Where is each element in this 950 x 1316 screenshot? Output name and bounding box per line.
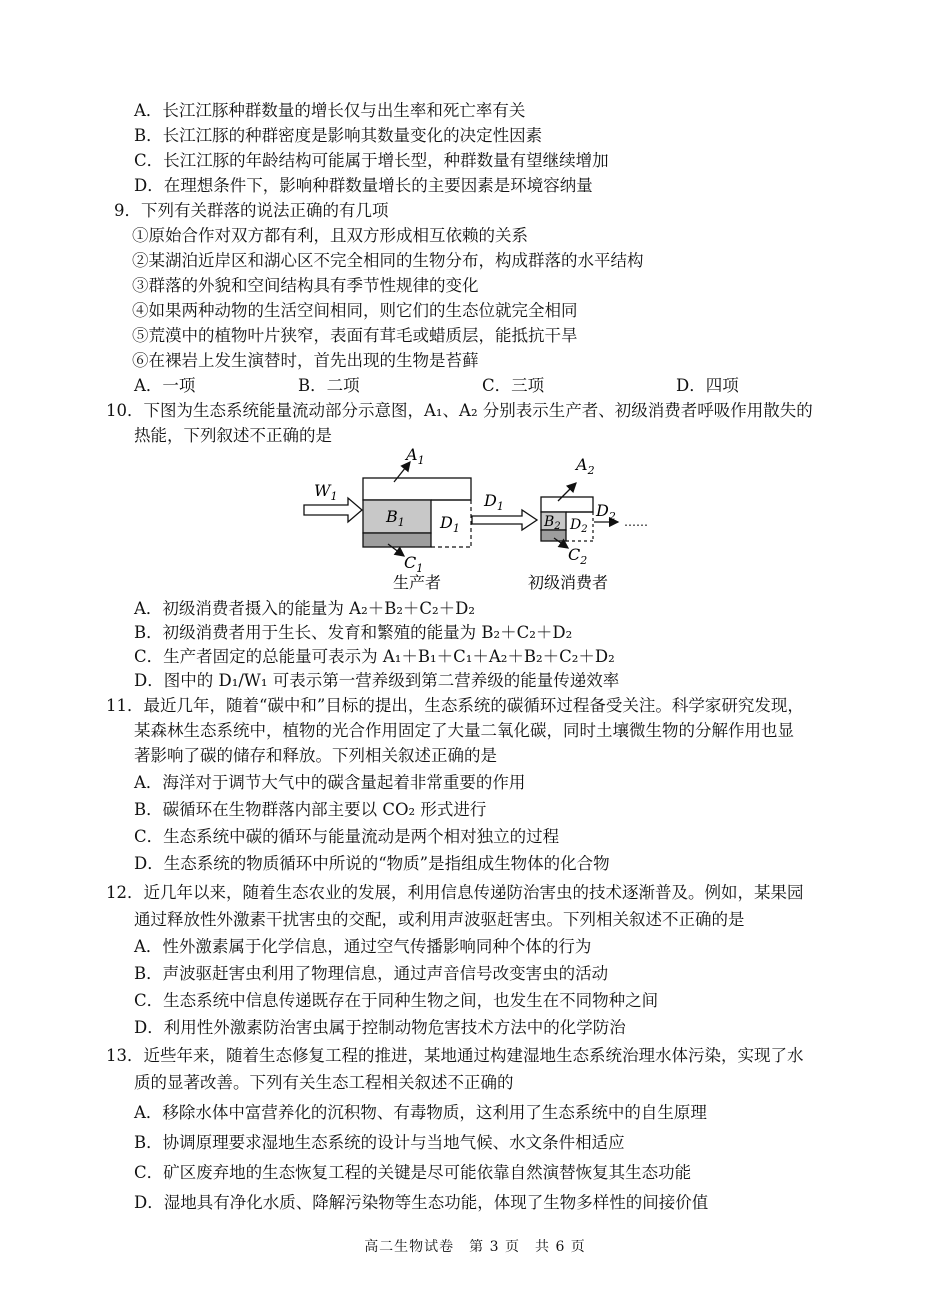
q13-stem-line1: 13．近些年来，随着生态修复工程的推进，某地通过构建湿地生态系统治理水体污染，实现了水 — [106, 1046, 804, 1065]
q8-option-a: A．长江江豚种群数量的增长仅与出生率和死亡率有关 — [134, 101, 526, 120]
d2-arrow-label: $D_2$ — [596, 501, 616, 523]
b2-label: $B_2$ — [544, 514, 561, 532]
q11-stem-line2: 某森林生态系统中，植物的光合作用固定了大量二氧化碳，同时土壤微生物的分解作用也显 — [134, 721, 794, 740]
q12-option-a: A．性外激素属于化学信息，通过空气传播影响同种个体的行为 — [134, 937, 592, 956]
q9-stem: 9．下列有关群落的说法正确的有几项 — [114, 201, 389, 220]
q9-statement: ⑥在裸岩上发生演替时，首先出现的生物是苔藓 — [132, 351, 479, 370]
energy-flow-diagram — [296, 440, 676, 600]
consumer-caption: 初级消费者 — [528, 573, 609, 592]
q12-stem-line1: 12．近几年以来，随着生态农业的发展，利用信息传递防治害虫的技术逐渐普及。例如，某果园 — [106, 883, 804, 902]
d1-arrow-label: $D_1$ — [484, 491, 504, 513]
producer-box — [363, 478, 471, 547]
q11-option-a: A．海洋对于调节大气中的碳含量起着非常重要的作用 — [134, 773, 526, 792]
q11-option-b: B．碳循环在生物群落内部主要以 CO₂ 形式进行 — [134, 800, 487, 819]
q12-option-d: D．利用性外激素防治害虫属于控制动物危害技术方法中的化学防治 — [134, 1018, 626, 1037]
q9-statement: ④如果两种动物的生活空间相同，则它们的生态位就完全相同 — [132, 301, 578, 320]
d1-inner-label: $D_1$ — [440, 513, 460, 535]
continuation-dots: …… — [624, 515, 648, 529]
q9-statement: ①原始合作对双方都有利，且双方形成相互依赖的关系 — [132, 226, 528, 245]
q13-option-a: A．移除水体中富营养化的沉积物、有毒物质，这利用了生态系统中的自生原理 — [134, 1103, 707, 1122]
a1-label: $A_1$ — [406, 445, 425, 467]
w1-label: $W_1$ — [314, 481, 338, 503]
q10-option-a: A．初级消费者摄入的能量为 A₂＋B₂＋C₂＋D₂ — [134, 599, 476, 618]
page-footer: 高二生物试卷 第 3 页 共 6 页 — [364, 1239, 586, 1255]
q9-statement: ⑤荒漠中的植物叶片狭窄，表面有茸毛或蜡质层，能抵抗干旱 — [132, 326, 578, 345]
c1-label: $C_1$ — [404, 553, 424, 575]
q8-option-c: C．长江江豚的年龄结构可能属于增长型，种群数量有望继续增加 — [134, 151, 609, 170]
q9-statement: ②某湖泊近岸区和湖心区不完全相同的生物分布，构成群落的水平结构 — [132, 251, 644, 270]
q10-stem-line2: 热能，下列叙述不正确的是 — [134, 426, 332, 445]
q11-stem-line3: 著影响了碳的储存和释放。下列相关叙述正确的是 — [134, 746, 497, 765]
q10-option-b: B．初级消费者用于生长、发育和繁殖的能量为 B₂＋C₂＋D₂ — [134, 623, 573, 642]
q8-option-d: D．在理想条件下，影响种群数量增长的主要因素是环境容纳量 — [134, 176, 593, 195]
q12-stem-line2: 通过释放性外激素干扰害虫的交配，或利用声波驱赶害虫。下列相关叙述不正确的是 — [134, 910, 745, 929]
q9-choice-a: A．一项 — [134, 376, 196, 395]
q11-stem-line1: 11．最近几年，随着“碳中和”目标的提出，生态系统的碳循环过程备受关注。科学家研究发现， — [106, 696, 804, 715]
q10-stem-line1: 10．下图为生态系统能量流动部分示意图，A₁、A₂ 分别表示生产者、初级消费者呼吸作用散失的 — [106, 401, 813, 420]
q11-option-c: C．生态系统中碳的循环与能量流动是两个相对独立的过程 — [134, 827, 560, 846]
q13-stem-line2: 质的显著改善。下列有关生态工程相关叙述不正确的 — [134, 1073, 514, 1092]
q9-choice-d: D．四项 — [676, 376, 739, 395]
q10-option-d: D．图中的 D₁/W₁ 可表示第一营养级到第二营养级的能量传递效率 — [134, 671, 620, 690]
c2-label: $C_2$ — [568, 545, 588, 567]
q9-choice-c: C．三项 — [482, 376, 545, 395]
q10-option-c: C．生产者固定的总能量可表示为 A₁＋B₁＋C₁＋A₂＋B₂＋C₂＋D₂ — [134, 647, 615, 666]
q12-option-c: C．生态系统中信息传递既存在于同种生物之间，也发生在不同物种之间 — [134, 991, 659, 1010]
q13-option-b: B．协调原理要求湿地生态系统的设计与当地气候、水文条件相适应 — [134, 1133, 625, 1152]
q12-option-b: B．声波驱赶害虫利用了物理信息，通过声音信号改变害虫的活动 — [134, 964, 609, 983]
q8-option-b: B．长江江豚的种群密度是影响其数量变化的决定性因素 — [134, 126, 543, 145]
a2-label: $A_2$ — [576, 455, 595, 477]
producer-caption: 生产者 — [393, 573, 442, 592]
d1-arrow — [472, 510, 537, 530]
q9-choice-b: B．二项 — [298, 376, 360, 395]
d2-inner-label: $D_2$ — [570, 517, 588, 535]
q11-option-d: D．生态系统的物质循环中所说的“物质”是指组成生物体的化合物 — [134, 854, 610, 873]
q9-statement: ③群落的外貌和空间结构具有季节性规律的变化 — [132, 276, 479, 295]
b1-label: $B_1$ — [386, 507, 405, 529]
q13-option-c: C．矿区废弃地的生态恢复工程的关键是尽可能依靠自然演替恢复其生态功能 — [134, 1163, 692, 1182]
q13-option-d: D．湿地具有净化水质、降解污染物等生态功能，体现了生物多样性的间接价值 — [134, 1193, 709, 1212]
